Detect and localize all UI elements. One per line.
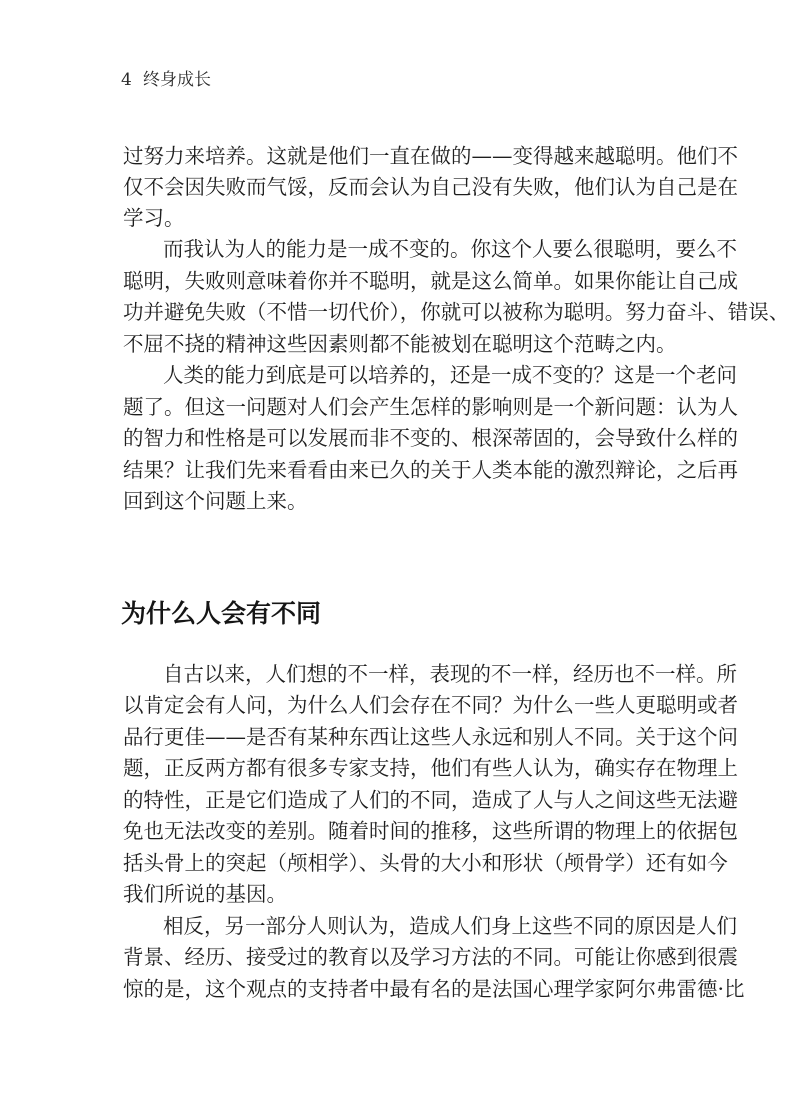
page-number: 4 xyxy=(121,70,132,90)
text-line: 聪明，失败则意味着你并不聪明，就是这么简单。如果你能让自己成 xyxy=(123,269,738,293)
text-line: 学习。 xyxy=(123,206,185,230)
text-line: 回到这个问题上来。 xyxy=(123,489,308,513)
text-line: 的智力和性格是可以发展而非不变的、根深蒂固的，会导致什么样的 xyxy=(123,426,738,450)
text-line: 过努力来培养。这就是他们一直在做的——变得越来越聪明。他们不 xyxy=(123,144,738,168)
text-line: 背景、经历、接受过的教育以及学习方法的不同。可能让你感到很震 xyxy=(123,945,738,969)
text-line: 人类的能力到底是可以培养的，还是一成不变的？这是一个老问 xyxy=(163,363,737,387)
text-line: 结果？让我们先来看看由来已久的关于人类本能的激烈辩论，之后再 xyxy=(123,458,738,482)
text-line: 我们所说的基因。 xyxy=(123,882,287,906)
text-line: 功并避免失败（不惜一切代价），你就可以被称为聪明。努力奋斗、错误、 xyxy=(123,300,790,324)
section-heading: 为什么人会有不同 xyxy=(121,599,322,628)
text-line: 自古以来，人们想的不一样，表现的不一样，经历也不一样。所 xyxy=(163,662,737,686)
text-line: 仅不会因失败而气馁，反而会认为自己没有失败，他们认为自己是在 xyxy=(123,175,738,199)
text-line: 相反，另一部分人则认为，造成人们身上这些不同的原因是人们 xyxy=(163,914,737,938)
running-head xyxy=(121,68,211,92)
text-line: 括头骨上的突起（颅相学）、头骨的大小和形状（颅骨学）还有如今 xyxy=(123,851,728,875)
text-line: 的特性，正是它们造成了人们的不同，造成了人与人之间这些无法避 xyxy=(123,788,738,812)
text-line: 题了。但这一问题对人们会产生怎样的影响则是一个新问题：认为人 xyxy=(123,395,738,419)
book-title: 终身成长 xyxy=(143,70,211,90)
text-line: 免也无法改变的差别。随着时间的推移，这些所谓的物理上的依据包 xyxy=(123,819,738,843)
text-line: 题，正反两方都有很多专家支持，他们有些人认为，确实存在物理上 xyxy=(123,756,738,780)
text-line: 品行更佳——是否有某种东西让这些人永远和别人不同。关于这个问 xyxy=(123,725,738,749)
text-line: 而我认为人的能力是一成不变的。你这个人要么很聪明，要么不 xyxy=(163,237,737,261)
text-line: 惊的是，这个观点的支持者中最有名的是法国心理学家阿尔弗雷德·比 xyxy=(123,977,745,1001)
text-line: 以肯定会有人问，为什么人们会存在不同？为什么一些人更聪明或者 xyxy=(123,693,738,717)
text-line: 不屈不挠的精神这些因素则都不能被划在聪明这个范畴之内。 xyxy=(123,332,677,356)
